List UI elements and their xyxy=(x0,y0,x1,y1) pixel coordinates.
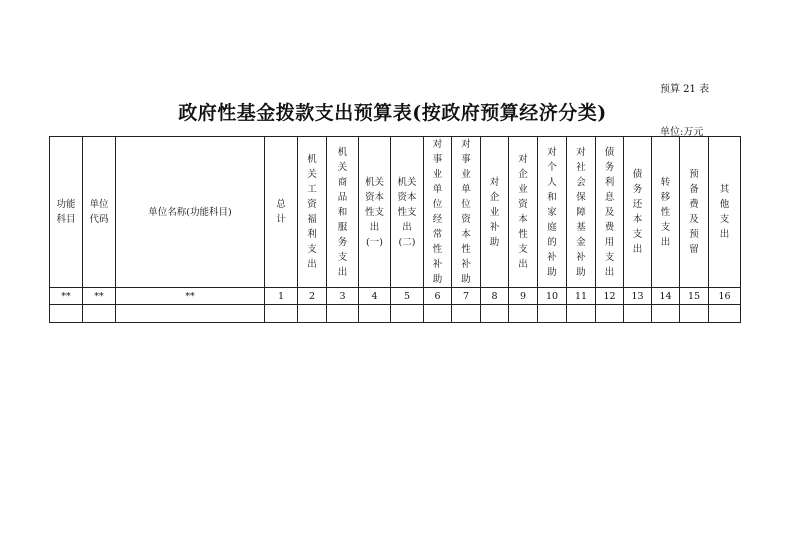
data-cell xyxy=(596,305,624,323)
number-cell: 2 xyxy=(298,288,327,305)
header-cell xyxy=(481,137,509,288)
header-cell xyxy=(567,137,596,288)
header-label: 机关资本性支出(二) xyxy=(397,176,417,248)
header-cell xyxy=(652,137,680,288)
header-label: 总计 xyxy=(276,199,286,225)
header-cell xyxy=(538,137,567,288)
data-cell xyxy=(83,305,116,323)
data-cell xyxy=(509,305,538,323)
header-cell xyxy=(265,137,298,288)
data-cell xyxy=(652,305,680,323)
number-cell: 12 xyxy=(596,288,624,305)
number-cell: 5 xyxy=(391,288,424,305)
header-cell xyxy=(50,137,83,288)
data-cell xyxy=(709,305,741,323)
data-cell xyxy=(567,305,596,323)
data-cell xyxy=(116,305,265,323)
data-cell xyxy=(452,305,481,323)
header-cell xyxy=(509,137,538,288)
header-cell xyxy=(327,137,359,288)
data-cell xyxy=(327,305,359,323)
data-cell xyxy=(424,305,452,323)
budget-table xyxy=(49,136,741,323)
header-cell xyxy=(424,137,452,288)
data-cell xyxy=(265,305,298,323)
data-cell xyxy=(298,305,327,323)
header-label: 单位代码 xyxy=(89,199,109,225)
header-label: 功能科目 xyxy=(56,199,76,225)
number-cell: 7 xyxy=(452,288,481,305)
header-cell xyxy=(116,137,265,288)
header-label: 单位名称(功能科目) xyxy=(148,206,232,218)
data-cell xyxy=(538,305,567,323)
header-label: 对事业单位资本性补助 xyxy=(461,139,471,285)
number-cell: 14 xyxy=(652,288,680,305)
header-label: 对企业资本性支出 xyxy=(518,154,528,270)
header-label: 预备费及预留 xyxy=(689,169,699,255)
page-title: 政府性基金拨款支出预算表(按政府预算经济分类) xyxy=(178,102,607,124)
number-cell: 15 xyxy=(680,288,709,305)
empty-data-row xyxy=(50,305,741,323)
header-cell xyxy=(391,137,424,288)
form-number: 预算 21 表 xyxy=(660,84,710,95)
header-label: 债务利息及费用支出 xyxy=(604,146,615,278)
header-cell xyxy=(452,137,481,288)
column-number-row xyxy=(50,288,741,305)
header-cell xyxy=(680,137,709,288)
header-label: 机关资本性支出(一) xyxy=(364,176,384,248)
data-cell xyxy=(359,305,391,323)
number-cell: 13 xyxy=(624,288,652,305)
header-cell xyxy=(596,137,624,288)
header-label: 机关商品和服务支出 xyxy=(337,146,348,278)
header-label: 机关工资福利支出 xyxy=(307,154,317,270)
header-label: 债务还本支出 xyxy=(632,169,643,255)
header-cell xyxy=(298,137,327,288)
number-cell: 8 xyxy=(481,288,509,305)
number-cell: ** xyxy=(116,288,265,305)
header-label: 对企业补助 xyxy=(489,176,500,248)
header-label: 对社会保障基金补助 xyxy=(576,146,586,278)
number-cell: 3 xyxy=(327,288,359,305)
number-cell: 4 xyxy=(359,288,391,305)
number-cell: 11 xyxy=(567,288,596,305)
data-cell xyxy=(624,305,652,323)
data-cell xyxy=(481,305,509,323)
number-cell: ** xyxy=(83,288,116,305)
number-cell: 6 xyxy=(424,288,452,305)
header-label: 对事业单位经常性补助 xyxy=(432,139,443,285)
header-label: 转移性支出 xyxy=(660,176,671,248)
header-cell xyxy=(624,137,652,288)
number-cell: 10 xyxy=(538,288,567,305)
data-cell xyxy=(391,305,424,323)
header-cell xyxy=(83,137,116,288)
header-row xyxy=(50,137,741,288)
header-cell xyxy=(359,137,391,288)
header-label: 对个人和家庭的补助 xyxy=(547,146,557,278)
data-cell xyxy=(680,305,709,323)
number-cell: 16 xyxy=(709,288,741,305)
unit-label: 单位:万元 xyxy=(660,127,704,138)
data-cell xyxy=(50,305,83,323)
header-cell xyxy=(709,137,741,288)
number-cell: 9 xyxy=(509,288,538,305)
header-label: 其他支出 xyxy=(719,184,730,240)
number-cell: ** xyxy=(50,288,83,305)
number-cell: 1 xyxy=(265,288,298,305)
